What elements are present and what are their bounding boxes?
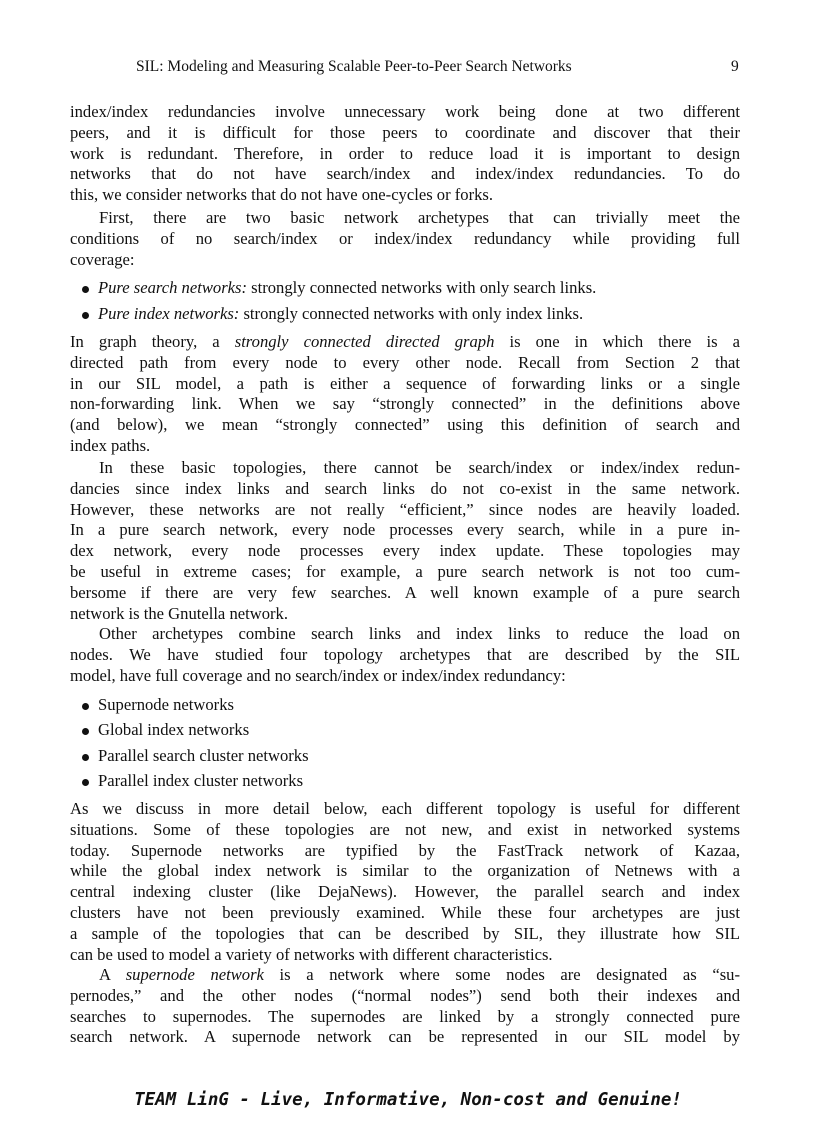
text-line (70, 229, 740, 250)
text-run: In these basic topologies, there cannot be search/index or index/index redun- (99, 458, 740, 477)
paragraph (70, 799, 740, 965)
bullet-item (82, 720, 742, 741)
paragraph (70, 458, 740, 624)
text-run: conditions of no search/index or index/index redundancy while providing full (70, 228, 740, 248)
text-line (70, 562, 740, 583)
bullet-text: Global index networks (98, 720, 250, 739)
text-run: dancies since index links and search links do not co-exist in the same network. (70, 478, 740, 498)
text-line (70, 624, 740, 645)
text-run: pernodes,” and the other nodes (“normal nodes”) send both their indexes and (70, 985, 740, 1005)
paragraph (70, 624, 740, 686)
text-line (70, 882, 740, 903)
paragraph (70, 332, 740, 457)
bullet-icon (82, 703, 89, 710)
page-number: 9 (731, 58, 739, 75)
text-line (70, 666, 740, 687)
text-line (70, 164, 740, 185)
text-line (70, 820, 740, 841)
text-line (70, 799, 740, 820)
running-header: SIL: Modeling and Measuring Scalable Peer-to-Peer Search Networks (136, 58, 572, 75)
text-run: work is redundant. Therefore, in order to reduce load it is important to design (70, 143, 740, 163)
text-line (70, 185, 740, 206)
paragraph (70, 965, 740, 1048)
text-run: non-forwarding link. When we say “strongly connected” in the definitions above (70, 394, 740, 414)
text-line (70, 1007, 740, 1028)
text-line (70, 945, 740, 966)
text-line (70, 102, 740, 123)
text-run: be useful in extreme cases; for example, a pure search network is not too cum- (70, 561, 740, 581)
text-line (70, 965, 740, 986)
text-run: nodes. We have studied four topology archetypes that are described by the SIL (70, 644, 740, 664)
bullet-text: strongly connected networks with only search links. (247, 278, 597, 297)
bullet-item (82, 695, 742, 716)
emphasized-term: strongly connected directed graph (234, 332, 495, 351)
text-run: In a pure search network, every node processes every search, while in a pure in- (70, 520, 740, 540)
text-line (70, 861, 740, 882)
text-line (70, 394, 740, 415)
paragraph (70, 102, 740, 206)
bullet-icon (82, 312, 89, 319)
text-run: However, these networks are not really “efficient,” since nodes are heavily loaded. (70, 499, 740, 519)
text-line (70, 541, 740, 562)
bullet-icon (82, 728, 89, 735)
text-run: model, have full coverage and no search/index or index/index redundancy: (70, 665, 566, 685)
text-line (70, 1027, 740, 1048)
bullet-item (82, 304, 742, 325)
text-line (70, 353, 740, 374)
text-run: search network. A supernode network can be represented in our SIL model by (70, 1027, 740, 1047)
text-run: network is the Gnutella network. (70, 603, 288, 623)
text-run: (and below), we mean “strongly connected” using this definition of search and (70, 415, 740, 435)
text-run: this, we consider networks that do not have one-cycles or forks. (70, 185, 494, 205)
text-line (70, 123, 740, 144)
text-line (70, 250, 740, 271)
text-run: A (99, 965, 126, 984)
text-line (70, 841, 740, 862)
text-run: can be used to model a variety of networks with different characteristics. (70, 944, 553, 964)
text-line (70, 986, 740, 1007)
text-line (70, 332, 740, 353)
paragraph (70, 208, 740, 270)
bullet-text: Parallel search cluster networks (98, 746, 309, 765)
text-run: index paths. (70, 435, 151, 455)
footer-watermark: TEAM LinG - Live, Informative, Non-cost and Genuine! (134, 1090, 682, 1110)
bullet-text: strongly connected networks with only index links. (239, 304, 584, 323)
bullet-icon (82, 286, 89, 293)
text-run: coverage: (70, 249, 135, 269)
bullet-text: Parallel index cluster networks (98, 771, 304, 790)
text-run: bersome if there are very few searches. A well known example of a pure search (70, 582, 740, 602)
text-run: searches to supernodes. The supernodes are linked by a strongly connected pure (70, 1006, 740, 1026)
bullet-term: Pure index networks: (98, 304, 240, 323)
text-line (70, 374, 740, 395)
text-line (70, 583, 740, 604)
text-run: is a network where some nodes are designated as “su- (263, 965, 740, 984)
text-line (70, 500, 740, 521)
text-line (70, 645, 740, 666)
text-run: clusters have not been previously examined. While these four archetypes are just (70, 902, 740, 922)
text-line (70, 924, 740, 945)
text-run: situations. Some of these topologies are not new, and exist in networked systems (70, 819, 740, 839)
text-line (70, 415, 740, 436)
text-run: is one in which there is a (494, 332, 740, 351)
bullet-item (82, 278, 742, 299)
text-line (70, 436, 740, 457)
text-run: a sample of the topologies that can be described by SIL, they illustrate how SIL (70, 923, 740, 943)
bullet-item (82, 746, 742, 767)
bullet-icon (82, 779, 89, 786)
text-run: dex network, every node processes every index update. These topologies may (70, 541, 740, 561)
text-run: Other archetypes combine search links and index links to reduce the load on (99, 624, 740, 643)
text-line (70, 479, 740, 500)
text-run: First, there are two basic network archetypes that can trivially meet the (99, 208, 740, 227)
text-line (70, 903, 740, 924)
text-run: in our SIL model, a path is either a sequence of forwarding links or a single (70, 373, 740, 393)
emphasized-term: supernode network (125, 965, 264, 984)
text-line (70, 520, 740, 541)
text-run: while the global index network is similar to the organization of Netnews with a (70, 861, 740, 881)
text-run: In graph theory, a (70, 332, 235, 351)
bullet-item (82, 771, 742, 792)
text-line (70, 458, 740, 479)
text-run: central indexing cluster (like DejaNews). However, the parallel search and index (70, 882, 740, 902)
bullet-term: Pure search networks: (98, 278, 248, 297)
bullet-icon (82, 754, 89, 761)
text-run: directed path from every node to every other node. Recall from Section 2 that (70, 352, 740, 372)
text-run: peers, and it is difficult for those peers to coordinate and discover that their (70, 122, 740, 142)
text-run: today. Supernode networks are typified by the FastTrack network of Kazaa, (70, 840, 740, 860)
text-run: networks that do not have search/index and index/index redundancies. To do (70, 164, 740, 184)
text-line (70, 208, 740, 229)
bullet-text: Supernode networks (98, 695, 234, 714)
text-run: index/index redundancies involve unnecessary work being done at two different (70, 102, 740, 121)
text-line (70, 144, 740, 165)
text-line (70, 604, 740, 625)
text-run: As we discuss in more detail below, each different topology is useful for different (70, 799, 740, 818)
